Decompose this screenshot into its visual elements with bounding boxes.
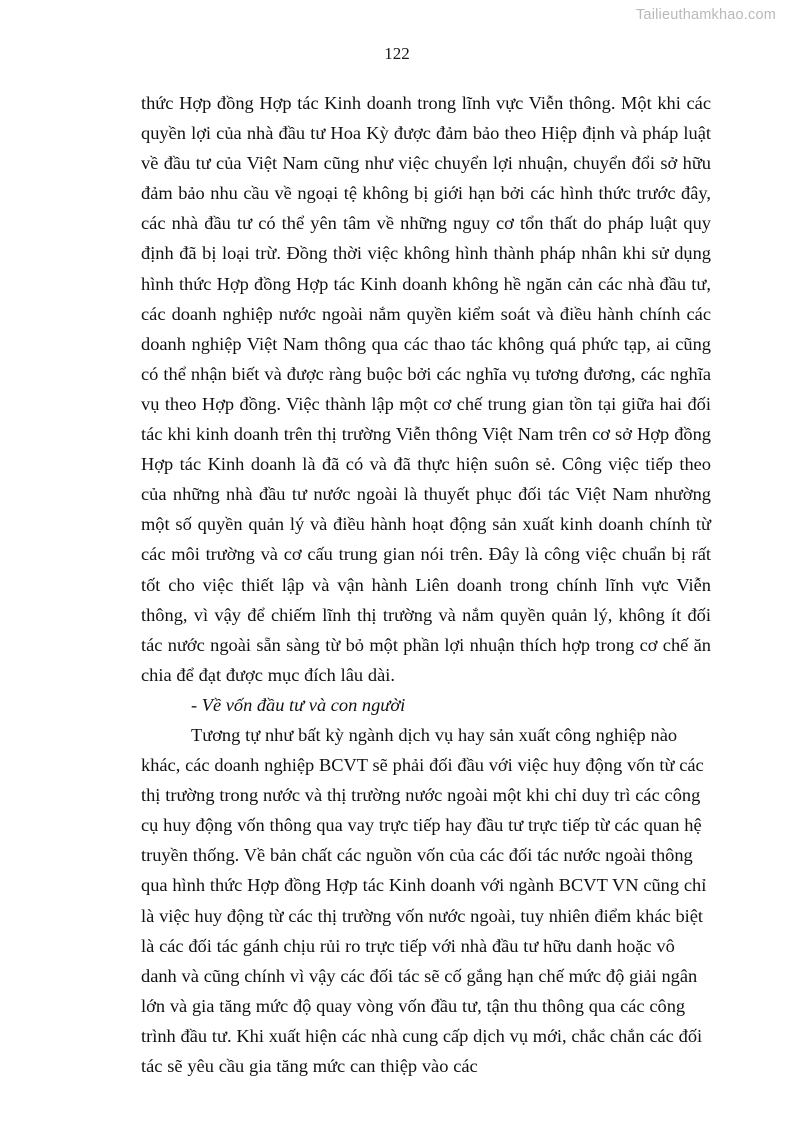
page-number: 122: [384, 44, 410, 63]
body-paragraph-1: thức Hợp đồng Hợp tác Kinh doanh trong lĩnh vực Viễn thông. Một khi các quyền lợi của nhà đầu tư Hoa Kỳ được đảm bảo theo Hiệp định và pháp luật về đầu tư của Việt Nam cũng như việc chuyển lợi nhuận, chuyển đổi sở hữu đảm bảo nhu cầu về ngoại tệ không bị giới hạn bởi các hình thức trước đây, các nhà đầu tư có thể yên tâm về những nguy cơ tổn thất do pháp luật quy định đã bị loại trừ. Đồng thời việc không hình thành pháp nhân khi sử dụng hình thức Hợp đồng Hợp tác Kinh doanh không hề ngăn cản các nhà đầu tư, các doanh nghiệp nước ngoài nắm quyền kiểm soát và điều hành chính các doanh nghiệp Việt Nam thông qua các thao tác không quá phức tạp, ai cũng có thể nhận biết và được ràng buộc bởi các nghĩa vụ tương đương, các nghĩa vụ theo Hợp đồng. Việc thành lập một cơ chế trung gian tồn tại giữa hai đối tác khi kinh doanh trên thị trường Viễn thông Việt Nam trên cơ sở Hợp đồng Hợp tác Kinh doanh là đã có và đã thực hiện suôn sẻ. Công việc tiếp theo của những nhà đầu tư nước ngoài là thuyết phục đối tác Việt Nam nhường một số quyền quản lý và điều hành hoạt động sản xuất kinh doanh chính từ các môi trường và cơ cấu trung gian nói trên. Đây là công việc chuẩn bị rất tốt cho việc thiết lập và vận hành Liên doanh trong chính lĩnh vực Viễn thông, vì vậy để chiếm lĩnh thị trường và nắm quyền quản lý, không ít đối tác nước ngoài sẵn sàng từ bỏ một phần lợi nhuận thích hợp trong cơ chế ăn chia để đạt được mục đích lâu dài.: [141, 93, 711, 685]
watermark-text: Tailieuthamkhao.com: [635, 7, 776, 23]
page-content: [141, 88, 711, 1081]
section-subheading: - Về vốn đầu tư và con người: [191, 694, 406, 715]
body-paragraph-2: Tương tự như bất kỳ ngành dịch vụ hay sản xuất công nghiệp nào khác, các doanh nghiệp BCVT sẽ phải đối đầu với việc huy động vốn từ các thị trường trong nước và thị trường nước ngoài một khi chỉ duy trì các công cụ huy động vốn thông qua vay trực tiếp hay đầu tư trực tiếp từ các quan hệ truyền thống. Về bản chất các nguồn vốn của các đối tác nước ngoài thông qua hình thức Hợp đồng Hợp tác Kinh doanh với ngành BCVT VN cũng chỉ là việc huy động từ các thị trường vốn nước ngoài, tuy nhiên điểm khác biệt là các đối tác gánh chịu rủi ro trực tiếp với nhà đầu tư hữu danh hoặc vô danh và cũng chính vì vậy các đối tác sẽ cố gắng hạn chế mức độ giải ngân lớn và gia tăng mức độ quay vòng vốn đầu tư, tận thu thông qua các công trình đầu tư. Khi xuất hiện các nhà cung cấp dịch vụ mới, chắc chắn các đối tác sẽ yêu cầu gia tăng mức can thiệp vào các: [141, 724, 707, 1076]
